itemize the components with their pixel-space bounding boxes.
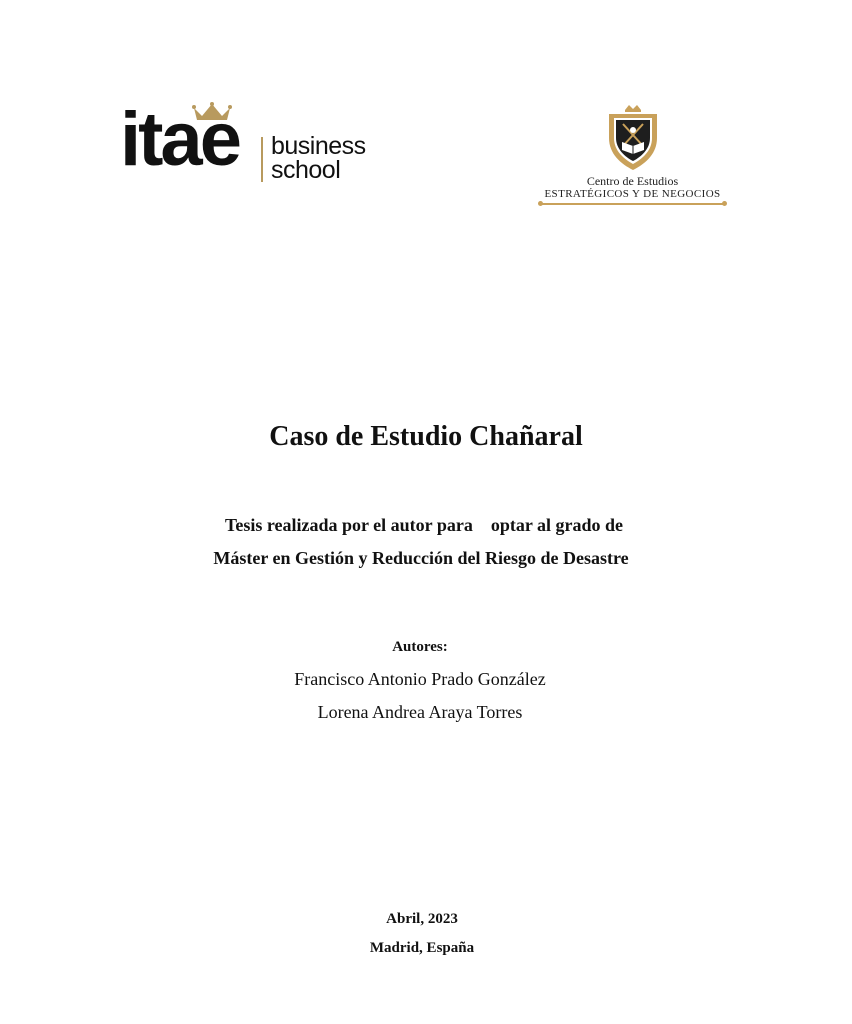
document-title: Caso de Estudio Chañaral — [269, 421, 583, 452]
itae-business-school-logo — [120, 97, 380, 190]
itae-tagline — [271, 134, 366, 182]
document-date: Abril, 2023 — [386, 911, 458, 927]
ceen-logo-rule — [542, 203, 724, 205]
thesis-description-line2: Máster en Gestión y Reducción del Riesgo de Desastre — [213, 548, 629, 568]
author-name: Francisco Antonio Prado González — [294, 669, 546, 689]
ceen-logo-line2: ESTRATÉGICOS Y DE NEGOCIOS — [544, 188, 721, 200]
ceen-logo-line1: Centro de Estudios — [586, 174, 679, 188]
ceen-logo — [530, 100, 740, 212]
thesis-description-line1: Tesis realizada por el autor para optar al grado de — [224, 515, 623, 535]
shield-crest-icon — [605, 102, 661, 172]
ceen-rule-dot-left — [538, 201, 543, 206]
logo-divider — [261, 137, 263, 182]
document-place: Madrid, España — [369, 940, 475, 956]
itae-wordmark: itae — [120, 97, 239, 182]
itae-tagline-school: school — [271, 156, 341, 184]
itae-tagline-business: business — [271, 132, 366, 160]
author-name: Lorena Andrea Araya Torres — [317, 702, 523, 722]
ceen-rule-dot-right — [722, 201, 727, 206]
authors-label: Autores: — [392, 639, 448, 655]
